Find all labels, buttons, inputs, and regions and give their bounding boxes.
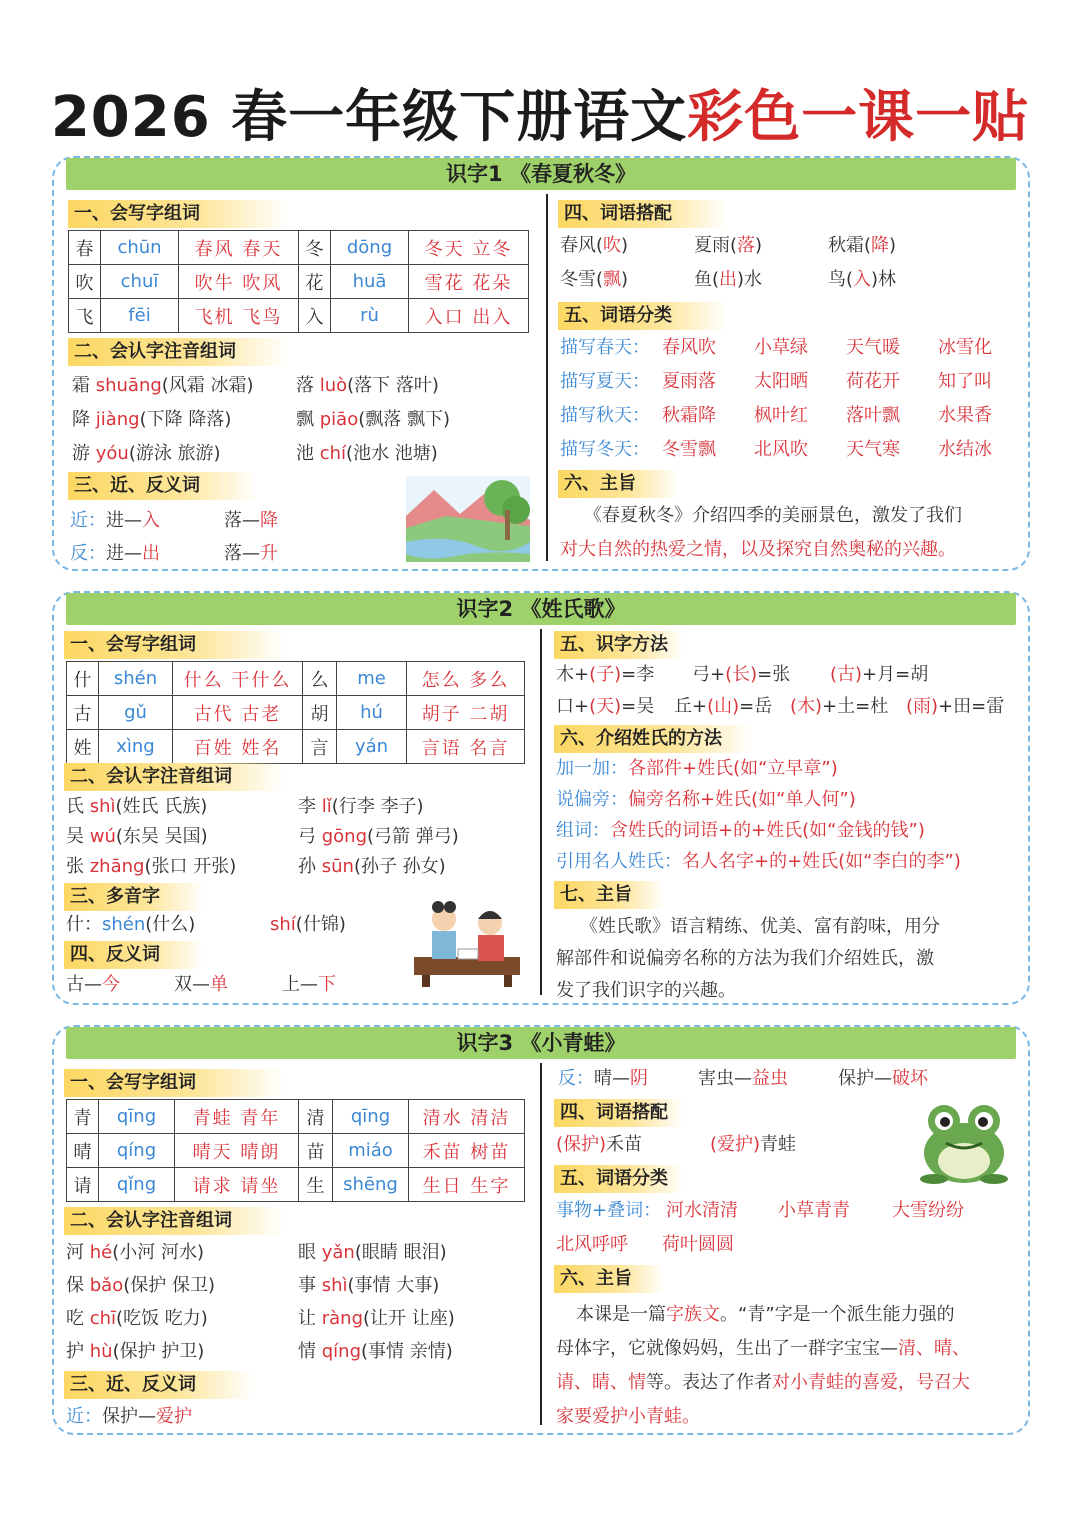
classify-item: 枫叶红 [754,405,808,426]
method-item: (雨)+田=雷 [906,696,1005,717]
lesson3-divider [540,1063,542,1425]
lesson3-classify-label: 事物+叠词： [556,1200,662,1221]
pinyin-cell: xìng [99,730,173,764]
lesson3-sec-classify: 五、词语分类 [554,1165,684,1193]
recog-item: 吃 chī(吃饭 吃力) [66,1308,208,1329]
lesson3-theme-line4: 家要爱护小青蛙。 [556,1406,700,1427]
lesson3-anti-3: 保护—破坏 [838,1068,928,1089]
recog-item: 让 ràng(让开 让座) [298,1308,455,1329]
char-cell: 古 [67,696,99,730]
intro-method-item: 加一加：各部件+姓氏(如“立早章”) [556,758,838,779]
classify-item: 天气寒 [846,439,900,460]
char-cell: 苗 [299,1134,333,1168]
lesson2-sec-write: 一、会写字组词 [64,631,284,659]
words-cell: 青蛙 青年 [175,1100,299,1134]
anti-label: 反： [558,1068,594,1089]
char-cell: 春 [69,231,101,265]
lesson3-card [52,1025,1030,1435]
frog-illustration [914,1091,1014,1185]
words-cell: 言语 名言 [407,730,525,764]
classify-item: 小草青青 [778,1200,850,1221]
recog-item: 落 luò(落下 落叶) [296,375,439,396]
method-item: 口+(天)=吴 [556,696,655,717]
lesson1-sec-classify: 五、词语分类 [558,302,728,330]
char-cell: 吹 [69,265,101,299]
pinyin-cell: shēng [333,1168,409,1202]
char-cell: 花 [299,265,331,299]
words-cell: 古代 古老 [173,696,303,730]
collocation-item: 夏雨(落) [694,235,763,256]
lesson3-write-table [66,1099,525,1202]
char-cell: 言 [303,730,337,764]
words-cell: 禾苗 树苗 [409,1134,525,1168]
lesson2-table-row [67,662,525,696]
recog-item: 事 shì(事情 大事) [298,1275,440,1296]
lesson3-table-row [67,1100,525,1134]
near-label: 近： [70,510,106,531]
words-cell: 生日 生字 [409,1168,525,1202]
lesson2-poly-row: 什：shén(什么) [66,914,196,935]
anti-label: 反： [70,543,106,564]
recog-item: 河 hé(小河 河水) [66,1242,204,1263]
recog-item: 降 jiàng(下降 降落) [72,409,232,430]
words-cell: 春风 春天 [179,231,299,265]
lesson3-theme-line2: 母体字，它就像妈妈，生出了一群字宝宝—清、晴、 [556,1338,970,1359]
lesson1-table-row [69,231,529,265]
pinyin-cell: rù [331,299,409,333]
lesson3-colloc-1: (保护)禾苗 [556,1134,643,1155]
method-item: (古)+月=胡 [830,664,929,685]
lesson3-theme-line3: 请、睛、情等。表达了作者对小青蛙的喜爱，号召大 [556,1372,970,1393]
lesson1-near-row [70,509,160,533]
lesson2-theme-line2: 解部件和说偏旁名称的方法为我们介绍姓氏，激 [556,948,934,969]
intro-method-item: 说偏旁：偏旁名称+姓氏(如“单人何”) [556,789,856,810]
lesson3-table-row [67,1168,525,1202]
char-cell: 飞 [69,299,101,333]
words-cell: 怎么 多么 [407,662,525,696]
lesson1-table-row [69,265,529,299]
lesson3-table-row [67,1134,525,1168]
pinyin-cell: fēi [101,299,179,333]
lesson1-sec-recog: 二、会认字注音组词 [68,338,288,366]
lesson2-anti-1: 古—今 [66,974,120,995]
lesson2-sec-poly: 三、多音字 [64,883,204,911]
poly-label: 什： [66,914,102,935]
recog-item: 吴 wú(东吴 吴国) [66,826,208,847]
lesson2-table-row [67,730,525,764]
collocation-item: 秋霜(降) [828,235,897,256]
method-item: 丘+(山)=岳 [674,696,773,717]
pinyin-cell: qīng [99,1100,175,1134]
char-cell: 生 [299,1168,333,1202]
collocation-item: 春风(吹) [560,235,629,256]
lesson3-sec-near-anti: 三、近、反义词 [64,1371,254,1399]
classify-item: 天气暖 [846,337,900,358]
classify-item: 荷花开 [846,371,900,392]
classify-item: 荷叶圆圆 [662,1234,734,1255]
lesson2-write-table [66,661,525,764]
lesson2-divider [540,629,542,995]
words-cell: 晴天 晴朗 [175,1134,299,1168]
char-cell: 姓 [67,730,99,764]
children-reading-illustration [404,899,530,989]
words-cell: 请求 请坐 [175,1168,299,1202]
recog-item: 飘 piāo(飘落 飘下) [296,409,450,430]
words-cell: 吹牛 吹风 [179,265,299,299]
classify-label: 描写秋天： [560,405,650,426]
lesson2-sec-recog: 二、会认字注音组词 [64,763,284,791]
lesson3-sec-colloc: 四、词语搭配 [554,1099,684,1127]
collocation-item: 冬雪(飘) [560,269,629,290]
title-red-part: 彩色一课一贴 [687,85,1030,150]
lesson1-divider [546,194,548,561]
classify-item: 河水清清 [666,1200,738,1221]
recog-item: 眼 yǎn(眼睛 眼泪) [298,1242,447,1263]
classify-item: 落叶飘 [846,405,900,426]
intro-method-item: 组词：含姓氏的词语+的+姓氏(如“金钱的钱”) [556,820,925,841]
classify-item: 夏雨落 [662,371,716,392]
lesson3-sec-write: 一、会写字组词 [64,1069,284,1097]
char-cell: 什 [67,662,99,696]
recog-item: 游 yóu(游泳 旅游) [72,443,221,464]
words-cell: 什么 干什么 [173,662,303,696]
near-pair-1: 进—入 [106,510,160,531]
words-cell: 百姓 姓名 [173,730,303,764]
lesson1-header: 识字1 《春夏秋冬》 [66,158,1016,190]
lesson1-sec-near-anti: 三、近、反义词 [68,472,258,500]
words-cell: 清水 清洁 [409,1100,525,1134]
lesson1-near-pair-2: 落—降 [224,510,278,531]
classify-label: 描写夏天： [560,371,650,392]
words-cell: 入口 出入 [409,299,529,333]
title-black-part: 2026 春一年级下册语文 [50,85,688,150]
char-cell: 冬 [299,231,331,265]
page-title [0,78,1080,158]
classify-label: 描写春天： [560,337,650,358]
lesson1-anti-row: 反：进—出 [70,543,160,564]
lesson3-sec-recog: 二、会认字注音组词 [64,1207,284,1235]
recog-item: 情 qíng(事情 亲情) [298,1341,453,1362]
lesson1-sec-write: 一、会写字组词 [68,200,288,228]
pinyin-cell: gǔ [99,696,173,730]
lesson3-theme-line1: 本课是一篇字族文。“青”字是一个派生能力强的 [576,1304,955,1325]
lesson2-theme-line3: 发了我们识字的兴趣。 [556,980,736,1001]
classify-label: 描写冬天： [560,439,650,460]
pinyin-cell: shén [99,662,173,696]
pinyin-cell: me [337,662,407,696]
lesson1-anti-pair-2: 落—升 [224,543,278,564]
method-item: 木+(子)=李 [556,664,655,685]
lesson2-anti-2: 双—单 [174,974,228,995]
poly-1: shén [102,914,146,935]
lesson2-card [52,591,1030,1005]
char-cell: 晴 [67,1134,99,1168]
pinyin-cell: chūn [101,231,179,265]
lesson2-table-row [67,696,525,730]
collocation-item: 鱼(出)水 [694,269,763,290]
method-item: 弓+(长)=张 [692,664,791,685]
char-cell: 入 [299,299,331,333]
classify-item: 秋霜降 [662,405,716,426]
words-cell: 雪花 花朵 [409,265,529,299]
method-item: (木)+土=杜 [790,696,889,717]
lesson3-sec-theme: 六、主旨 [554,1265,664,1293]
classify-item: 冬雪飘 [662,439,716,460]
pinyin-cell: qīng [333,1100,409,1134]
classify-item: 小草绿 [754,337,808,358]
lesson3-anti-row: 反：晴—阴 [558,1068,648,1089]
lesson1-theme-line2: 对大自然的热爱之情，以及探究自然奥秘的兴趣。 [560,539,956,560]
recog-item: 孙 sūn(孙子 孙女) [298,856,446,877]
lesson1-sec-theme: 六、主旨 [558,470,678,498]
recog-item: 保 bǎo(保护 保卫) [66,1275,215,1296]
lesson3-anti-2: 害虫—益虫 [698,1068,788,1089]
lesson3-near-row: 近：保护—爱护 [66,1406,192,1427]
lesson1-sec-colloc: 四、词语搭配 [558,200,728,228]
lesson2-sec-theme: 七、主旨 [554,881,664,909]
pinyin-cell: hú [337,696,407,730]
lesson2-header: 识字2 《姓氏歌》 [66,593,1016,625]
lesson3-header: 识字3 《小青蛙》 [66,1027,1016,1059]
recog-item: 霜 shuāng(风霜 冰霜) [72,375,254,396]
classify-item: 太阳晒 [754,371,808,392]
lesson2-sec-method: 五、识字方法 [554,631,684,659]
lesson2-anti-3: 上—下 [282,974,336,995]
classify-item: 北风吹 [754,439,808,460]
collocation-item: 鸟(入)林 [828,269,897,290]
classify-item: 水果香 [938,405,992,426]
near-label: 近： [66,1406,102,1427]
pinyin-cell: qǐng [99,1168,175,1202]
pinyin-cell: huā [331,265,409,299]
classify-item: 冰雪化 [938,337,992,358]
pinyin-cell: qíng [99,1134,175,1168]
recog-item: 氏 shì(姓氏 氏族) [66,796,208,817]
classify-item: 水结冰 [938,439,992,460]
recog-item: 弓 gōng(弓箭 弹弓) [298,826,459,847]
lesson2-poly-2: shí(什锦) [270,914,346,935]
char-cell: 么 [303,662,337,696]
char-cell: 青 [67,1100,99,1134]
lesson1-theme-line1: 《春夏秋冬》介绍四季的美丽景色，激发了我们 [584,505,962,526]
words-cell: 冬天 立冬 [409,231,529,265]
classify-item: 知了叫 [938,371,992,392]
lesson2-sec-intro: 六、介绍姓氏的方法 [554,725,754,753]
pinyin-cell: dōng [331,231,409,265]
lesson2-theme-line1: 《姓氏歌》语言精练、优美、富有韵味，用分 [580,916,940,937]
char-cell: 请 [67,1168,99,1202]
char-cell: 胡 [303,696,337,730]
intro-method-item: 引用名人姓氏：名人名字+的+姓氏(如“李白的李”) [556,851,961,872]
words-cell: 胡子 二胡 [407,696,525,730]
recog-item: 李 lǐ(行李 李子) [298,796,424,817]
classify-item: 北风呼呼 [556,1234,628,1255]
recog-item: 张 zhāng(张口 开张) [66,856,237,877]
pinyin-cell: chuī [101,265,179,299]
landscape-illustration [406,476,530,562]
words-cell: 飞机 飞鸟 [179,299,299,333]
char-cell: 清 [299,1100,333,1134]
recog-item: 护 hù(保护 护卫) [66,1341,205,1362]
lesson1-card [52,156,1030,571]
lesson1-table-row [69,299,529,333]
pinyin-cell: miáo [333,1134,409,1168]
classify-item: 春风吹 [662,337,716,358]
pinyin-cell: yán [337,730,407,764]
recog-item: 池 chí(池水 池塘) [296,443,438,464]
lesson3-colloc-2: (爱护)青蛙 [710,1134,797,1155]
lesson1-write-table [68,230,529,333]
classify-item: 大雪纷纷 [892,1200,964,1221]
lesson2-sec-anti: 四、反义词 [64,941,204,969]
